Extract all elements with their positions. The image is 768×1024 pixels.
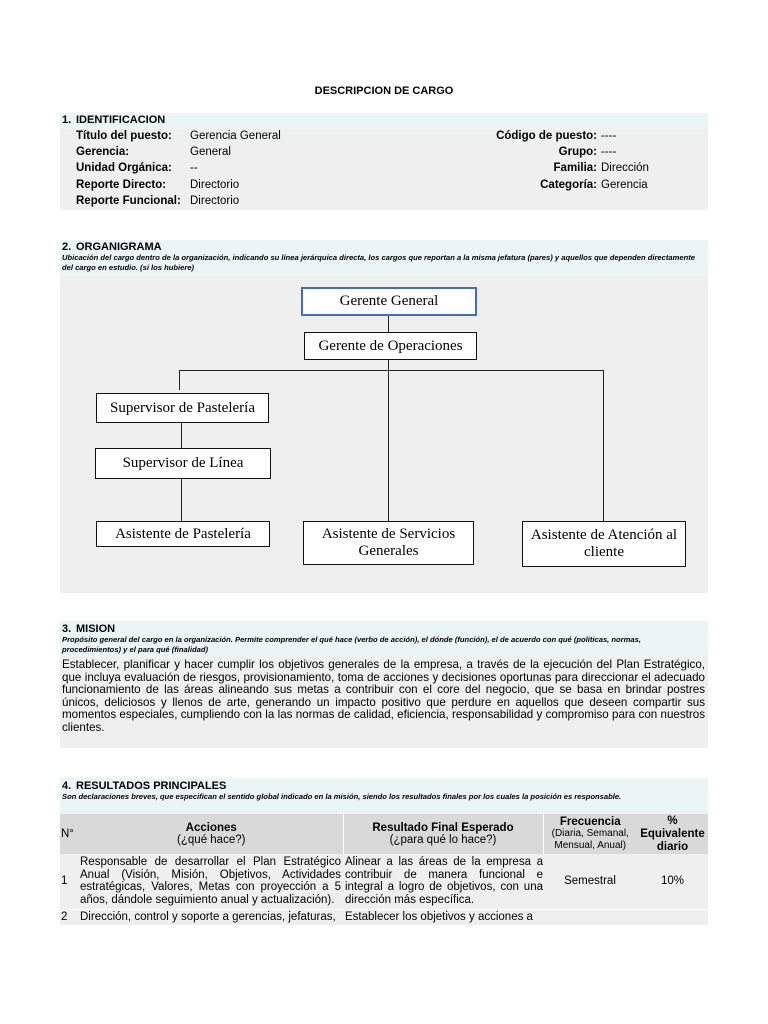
field-gerencia-label: Gerencia: (76, 146, 130, 158)
row-n: 2 (61, 911, 68, 924)
org-node-asistente-pasteleria[interactable]: Asistente de Pastelería (96, 521, 270, 547)
field-familia-value: Dirección (601, 162, 649, 174)
org-node-gerente-operaciones[interactable]: Gerente de Operaciones (304, 332, 477, 360)
section-label: IDENTIFICACION (76, 114, 166, 126)
row-resultado: Establecer los objetivos y acciones a (345, 911, 533, 924)
field-grupo-label: Grupo: (558, 146, 597, 158)
header-pct: % Equivalente diario (637, 814, 708, 854)
section-label: RESULTADOS PRINCIPALES (76, 780, 227, 792)
row-frecuencia: Semestral (564, 875, 616, 888)
connector-line (181, 479, 182, 521)
org-node-supervisor-linea[interactable]: Supervisor de Línea (95, 448, 271, 479)
section-description: Ubicación del cargo dentro de la organización, indicando su línea jerárquica directa, los cargos que reportan a la misma jefatura (pares) y aquellos que dependen directamente del cargo en estudio. (si los hubiere) (62, 253, 695, 272)
field-reporte-directo-label: Reporte Directo: (76, 179, 167, 191)
field-reporte-funcional-value: Directorio (190, 195, 240, 207)
field-gerencia-value: General (190, 146, 231, 158)
connector-line (179, 370, 604, 371)
row-pct: 10% (660, 875, 685, 888)
field-grupo-value: ---- (601, 146, 617, 158)
connector-line (603, 370, 604, 521)
field-categoria-value: Gerencia (601, 179, 648, 191)
connector-line (181, 422, 182, 448)
table-row (60, 909, 708, 925)
connector-line (179, 370, 180, 390)
field-titulo-label: Título del puesto: (76, 130, 172, 142)
field-codigo-value: ---- (601, 130, 617, 142)
section-number: 3. (62, 623, 72, 635)
field-categoria-label: Categoría: (540, 179, 597, 191)
section-description: Propósito general del cargo en la organización. Permite comprender el qué hace (verbo de acción), el dónde (función), el de acuerdo con qué (políticas, normas, procedimientos) y el para qué (finalidad) (62, 635, 641, 654)
org-node-asistente-atencion-cliente[interactable]: Asistente de Atención al cliente (522, 521, 686, 567)
mision-text: Establecer, planificar y hacer cumplir los objetivos generales de la empresa, a través de la ejecución del Plan Estratégico, que incluya evaluación de riesgos, provisionamiento, toma de acciones y decisiones oportunas para direccionar el adecuado funcionamiento de las áreas alineando sus metas a contribuir con el core del negocio, que se basa en brindar postres únicos, deliciosos y llenos de arte, generando un impacto positivo que perdure en aquellos que deseen compartir sus momentos especiales, cumpliendo con la las normas de calidad, eficiencia, responsabilidad y compromiso para con nuestros clientes. (62, 658, 705, 734)
connector-line (388, 315, 389, 332)
header-acciones: Acciones (¿qué hace?) (80, 814, 343, 854)
row-accion: Responsable de desarrollar el Plan Estratégico Anual (Visión, Misión, Objetivos, Actividades estratégicas, Valores, Metas con proyección a 5 años, dándole seguimiento anual y actualización). (80, 856, 341, 906)
mision-panel (60, 657, 708, 748)
header-frecuencia: Frecuencia (Diaria, Semanal, Mensual, Anual) (543, 814, 637, 854)
resultados-table (60, 814, 708, 925)
field-reporte-funcional-label: Reporte Funcional: (76, 195, 181, 207)
section-organigrama-header (60, 240, 708, 276)
document-title: DESCRIPCION DE CARGO (314, 85, 454, 97)
section-number: 1. (62, 114, 72, 126)
section-identificacion-header (60, 113, 708, 129)
identificacion-panel (60, 129, 708, 210)
field-unidad-value: -- (190, 162, 198, 174)
section-number: 2. (62, 241, 72, 253)
connector-line (388, 360, 389, 370)
section-number: 4. (62, 780, 72, 792)
section-mision-header (60, 621, 708, 657)
section-resultados-header (60, 778, 708, 814)
org-node-asistente-servicios-generales[interactable]: Asistente de Servicios Generales (303, 521, 474, 565)
org-node-gerente-general[interactable]: Gerente General (301, 287, 477, 316)
table-header-row (60, 814, 708, 854)
header-n: N° (60, 814, 80, 854)
row-resultado: Alinear a las áreas de la empresa a contribuir de manera funcional e integral a logro de objetivos, con una dirección más específica. (345, 856, 543, 906)
row-n: 1 (61, 875, 68, 888)
section-label: ORGANIGRAMA (76, 241, 162, 253)
field-titulo-value: Gerencia General (190, 130, 281, 142)
organigrama-panel (60, 276, 708, 593)
field-familia-label: Familia: (553, 162, 597, 174)
row-accion: Dirección, control y soporte a gerencias, jefaturas, (80, 911, 336, 924)
section-description: Son declaraciones breves, que especifican el sentido global indicado en la misión, siendo los resultados finales por los cuales la posición es responsable. (62, 792, 622, 801)
org-node-supervisor-pasteleria[interactable]: Supervisor de Pastelería (96, 393, 269, 423)
section-label: MISION (76, 623, 116, 635)
field-reporte-directo-value: Directorio (190, 179, 240, 191)
connector-line (388, 370, 389, 521)
field-codigo-label: Código de puesto: (496, 130, 597, 142)
row-frecuencia (543, 909, 637, 925)
header-resultado: Resultado Final Esperado (¿para qué lo hace?) (343, 814, 543, 854)
table-row (60, 854, 708, 909)
field-unidad-label: Unidad Orgánica: (76, 162, 172, 174)
row-pct (637, 909, 708, 925)
